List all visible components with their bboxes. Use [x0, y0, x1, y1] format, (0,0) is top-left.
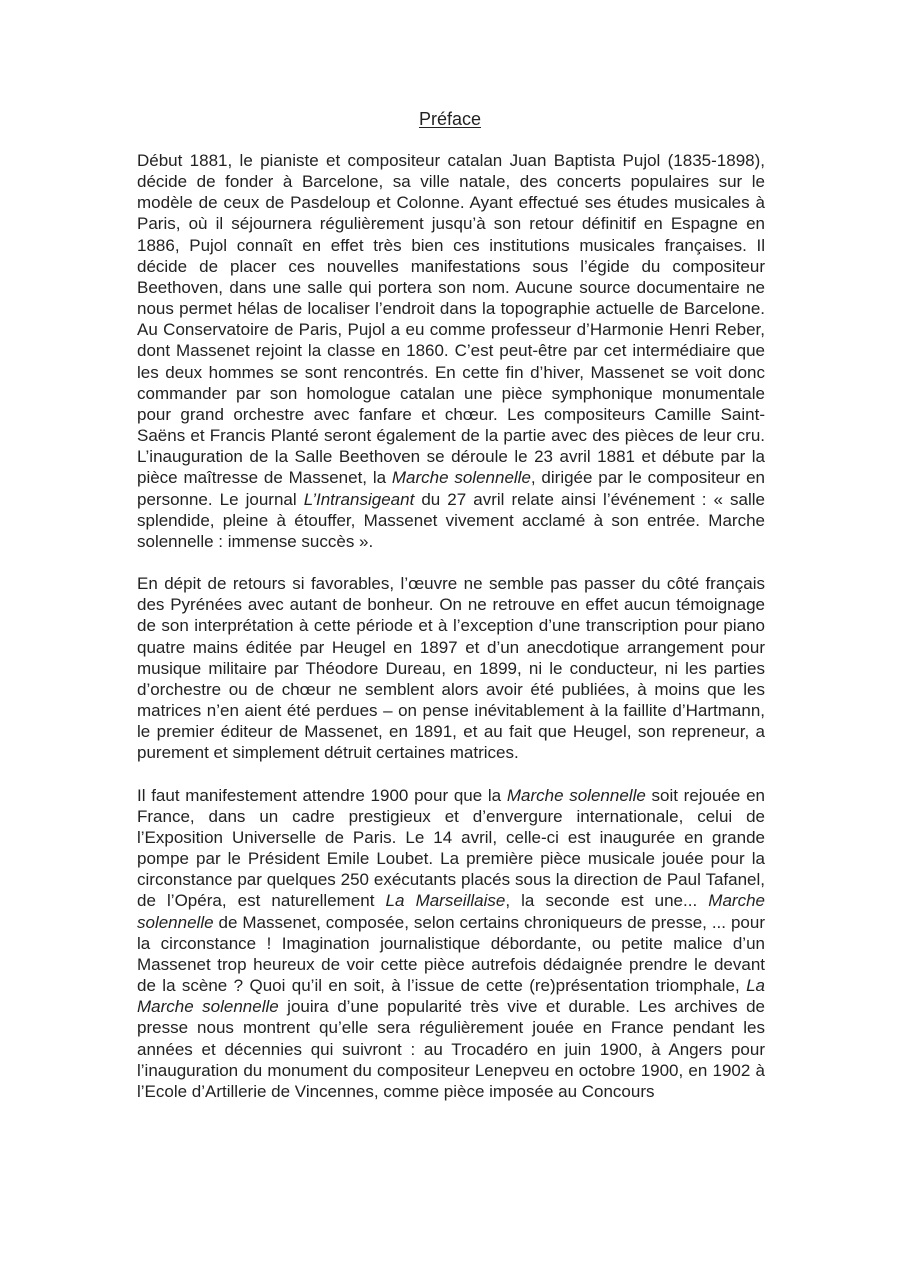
document-body [137, 150, 765, 1102]
italic-title: L’Intransigeant [303, 489, 415, 509]
paragraph-2 [137, 573, 765, 763]
paragraph-3 [137, 785, 765, 1102]
text-run: soit rejouée en France, dans un cadre prestigieux et d’envergure internationale, celui de l’Exposition Universelle de Paris. Le 14 avril, celle-ci est inaugurée en grande pompe par le Président Emile Loubet. La première pièce musicale jouée pour la circonstance par quelques 250 exécutants placés sous la direction de Paul Tafanel, de l’Opéra, est naturellement [137, 785, 765, 911]
italic-title: Marche solennelle [391, 468, 531, 488]
page-title: Préface [418, 109, 482, 129]
text-run: de Massenet, composée, selon certains chroniqueurs de presse, ... pour la circonstance ! Imagination journalistique débordante, ou petite malice d’un Massenet trop heureux de voir cette pièce autrefois dédaignée prendre le devant de la scène ? Quoi qu’il en soit, à l’issue de cette (re)présentation triomphale, [137, 912, 765, 996]
text-run: En dépit de retours si favorables, l’œuvre ne semble pas passer du côté français des Pyrénées avec autant de bonheur. On ne retrouve en effet aucun témoignage de son interprétation à cette période et à l’exception d’une transcription pour piano quatre mains éditée par Heugel en 1897 et d’un anecdotique arrangement pour musique militaire par Théodore Dureau, en 1899, ni le conducteur, ni les parties d’orchestre ou de chœur ne semblent alors avoir été publiées, à moins que les matrices n’en aient été perdues – on pense inévitablement à la faillite d’Hartmann, le premier éditeur de Massenet, en 1891, et au fait que Heugel, son repreneur, a purement et simplement détruit certaines matrices. [137, 574, 765, 763]
text-run: , dirigée par le compositeur en personne. Le journal [137, 468, 765, 509]
text-run: Début 1881, le pianiste et compositeur catalan Juan Baptista Pujol (1835-1898), décide de fonder à Barcelone, sa ville natale, des concerts populaires sur le modèle de ceux de Pasdeloup et Colonne. Ayant effectué ses études musicales à Paris, où il séjournera régulièrement jusqu’à son retour définitif en Espagne en 1886, Pujol connaît en effet très bien ces institutions musicales françaises. Il décide de placer ces nouvelles manifestations sous l’égide du compositeur Beethoven, dans une salle qui portera son nom. Aucune source documentaire ne nous permet hélas de localiser l’endroit dans la topographie actuelle de Barcelone. Au Conservatoire de Paris, Pujol a eu comme professeur d’Harmonie Henri Reber, dont Massenet rejoint la classe en 1860. C’est peut-être par cet intermédiaire que les deux hommes se sont rencontrés. En cette fin d’hiver, Massenet se voit donc commander par son homologue catalan une pièce symphonique monumentale pour grand orchestre avec fanfare et chœur. Les compositeurs Camille Saint-Saëns et Francis Planté seront également de la partie avec des pièces de leur cru. L’inauguration de la Salle Beethoven se déroule le 23 avril 1881 et débute par la pièce maîtresse de Massenet, la [137, 151, 765, 488]
text-run: jouira d’une popularité très vive et durable. Les archives de presse nous montrent qu’elle sera régulièrement jouée en France pendant les années et décennies qui suivront : au Trocadéro en juin 1900, à Angers pour l’inauguration du monument du compositeur Lenepveu en octobre 1900, en 1902 à l’Ecole d’Artillerie de Vincennes, comme pièce imposée au Concours [137, 997, 766, 1101]
text-run: , la seconde est une... [505, 891, 709, 911]
italic-title: Marche solennelle [506, 785, 646, 805]
italic-title: La Marseillaise [385, 891, 506, 911]
italic-title: Marche solennelle [137, 891, 765, 932]
text-run: du 27 avril relate ainsi l’événement : « salle splendide, pleine à étouffer, Massenet vivement acclamé à son entrée. Marche solennelle : immense succès ». [137, 489, 765, 551]
paragraph-1 [137, 150, 765, 552]
text-run: Il faut manifestement attendre 1900 pour que la [137, 785, 507, 805]
italic-title: La Marche solennelle [137, 976, 765, 1017]
